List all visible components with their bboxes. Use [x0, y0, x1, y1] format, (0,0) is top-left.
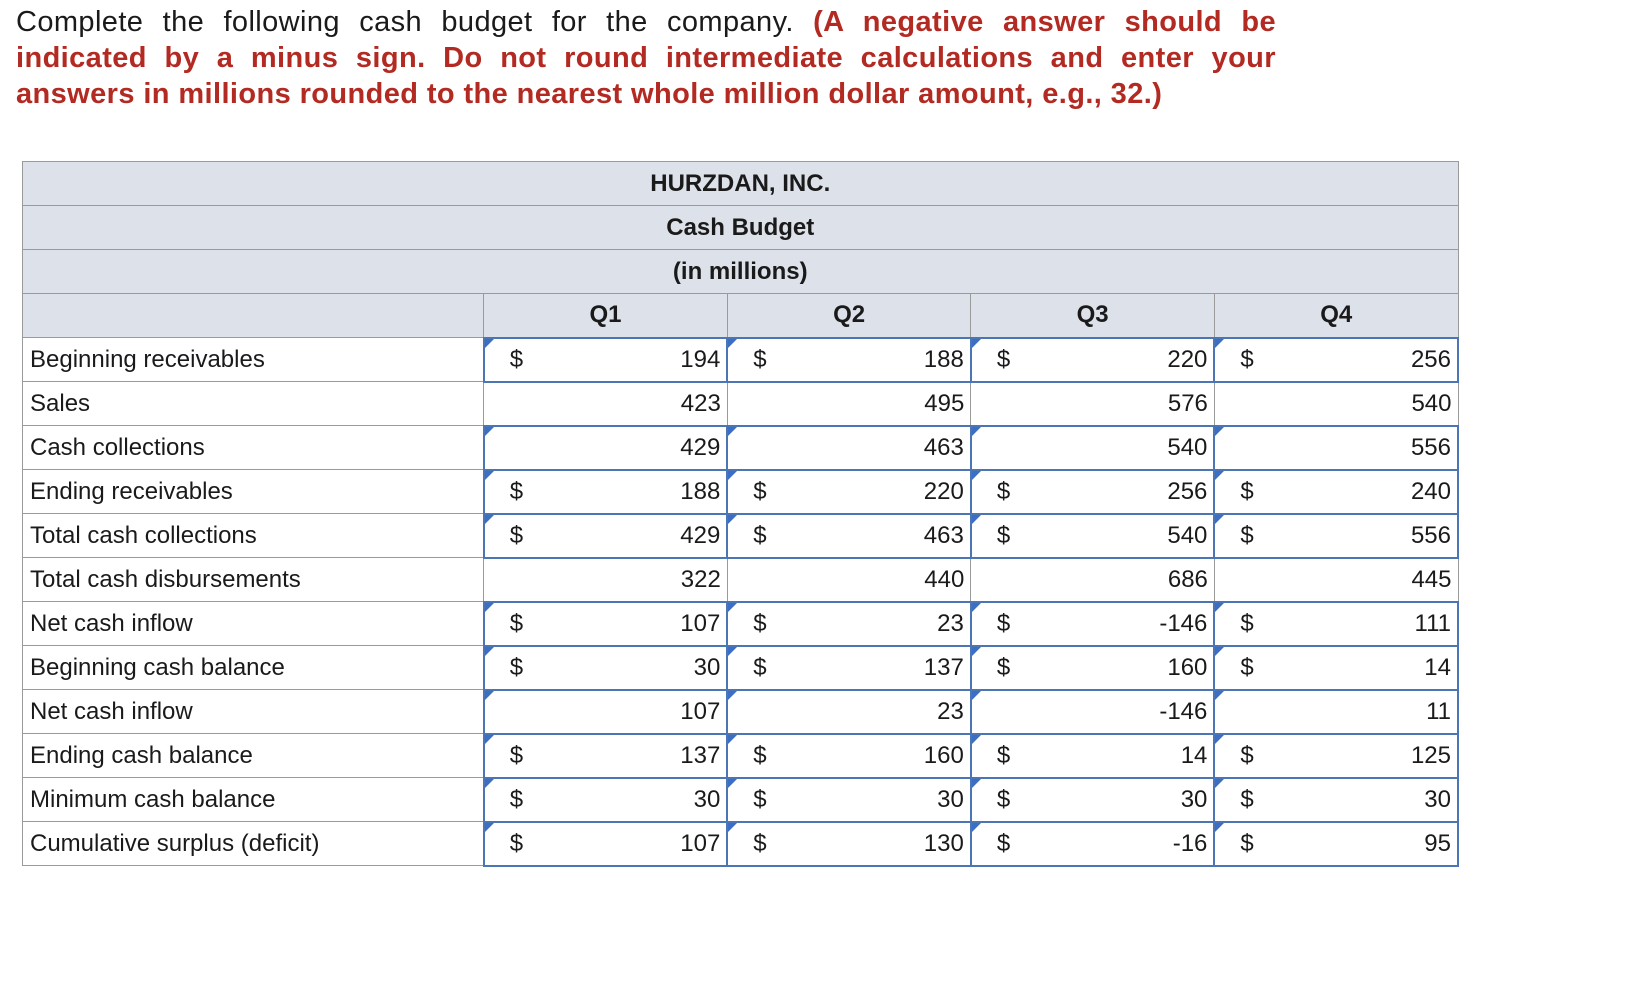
value-cell — [727, 558, 971, 602]
value-cell — [971, 558, 1215, 602]
cell-value: 220 — [1167, 345, 1208, 373]
table-units: (in millions) — [23, 250, 1459, 294]
dollar-sign: $ — [996, 609, 1011, 637]
cell-value: 11 — [1426, 697, 1451, 725]
value-cell — [484, 558, 728, 602]
instructions-text: Complete the following cash budget for the company. — [16, 6, 794, 38]
answer-input-cell[interactable] — [971, 426, 1215, 470]
cell-value: -146 — [1159, 697, 1208, 725]
answer-input-cell[interactable] — [1214, 602, 1458, 646]
cell-value: 107 — [680, 829, 721, 857]
cell-value: 30 — [693, 785, 721, 813]
dollar-sign: $ — [753, 653, 767, 681]
dollar-sign: $ — [996, 521, 1011, 549]
cell-value: 423 — [680, 389, 721, 417]
cell-value: 107 — [680, 697, 721, 725]
dollar-sign: $ — [753, 609, 767, 637]
answer-input-cell[interactable] — [1214, 822, 1458, 866]
cell-value: 576 — [1167, 389, 1208, 417]
answer-input-cell[interactable] — [971, 338, 1215, 382]
dollar-sign: $ — [509, 653, 524, 681]
answer-input-cell[interactable] — [727, 646, 971, 690]
answer-input-cell[interactable] — [484, 338, 728, 382]
cell-value: 429 — [680, 521, 721, 549]
table-row — [23, 470, 1459, 514]
row-label: Total cash collections — [23, 514, 484, 558]
row-label: Ending receivables — [23, 470, 484, 514]
cell-value: 130 — [923, 829, 964, 857]
dollar-sign: $ — [996, 345, 1011, 373]
dollar-sign: $ — [753, 829, 767, 857]
table-row — [23, 646, 1459, 690]
cell-value: 240 — [1410, 477, 1451, 505]
answer-input-cell[interactable] — [727, 778, 971, 822]
dollar-sign: $ — [753, 477, 767, 505]
table-row — [23, 514, 1459, 558]
table-row — [23, 338, 1459, 382]
answer-input-cell[interactable] — [971, 778, 1215, 822]
cell-value: 23 — [937, 697, 964, 725]
cash-budget-table — [22, 161, 1459, 867]
answer-input-cell[interactable] — [727, 426, 971, 470]
dollar-sign: $ — [1240, 653, 1254, 681]
answer-input-cell[interactable] — [1214, 426, 1458, 470]
dollar-sign: $ — [1240, 477, 1254, 505]
cell-value: 107 — [680, 609, 721, 637]
answer-input-cell[interactable] — [727, 338, 971, 382]
answer-input-cell[interactable] — [727, 734, 971, 778]
dollar-sign: $ — [509, 521, 524, 549]
answer-input-cell[interactable] — [971, 822, 1215, 866]
cell-value: 540 — [1167, 521, 1208, 549]
cell-value: 495 — [924, 389, 965, 417]
cell-value: 322 — [680, 565, 721, 593]
value-cell — [971, 382, 1215, 426]
dollar-sign: $ — [1240, 345, 1254, 373]
answer-input-cell[interactable] — [484, 470, 728, 514]
dollar-sign: $ — [1240, 785, 1254, 813]
row-label: Beginning receivables — [23, 338, 484, 382]
quarter-header-q2: Q2 — [727, 294, 971, 338]
cell-value: 194 — [680, 345, 721, 373]
cell-value: 23 — [937, 609, 964, 637]
dollar-sign: $ — [753, 521, 767, 549]
cell-value: 160 — [923, 741, 964, 769]
dollar-sign: $ — [996, 785, 1011, 813]
answer-input-cell[interactable] — [484, 646, 728, 690]
dollar-sign: $ — [1240, 829, 1254, 857]
dollar-sign: $ — [509, 785, 524, 813]
answer-input-cell[interactable] — [971, 470, 1215, 514]
header-company-row — [23, 162, 1459, 206]
answer-input-cell[interactable] — [971, 602, 1215, 646]
cell-value: 540 — [1411, 389, 1452, 417]
cell-value: 256 — [1410, 345, 1451, 373]
table-title: Cash Budget — [23, 206, 1459, 250]
row-label: Beginning cash balance — [23, 646, 484, 690]
header-units-row — [23, 250, 1459, 294]
dollar-sign: $ — [996, 653, 1011, 681]
answer-input-cell[interactable] — [727, 514, 971, 558]
value-cell — [727, 382, 971, 426]
row-label: Net cash inflow — [23, 690, 484, 734]
row-label: Total cash disbursements — [23, 558, 484, 602]
dollar-sign: $ — [1240, 521, 1254, 549]
answer-input-cell[interactable] — [727, 602, 971, 646]
answer-input-cell[interactable] — [484, 734, 728, 778]
answer-input-cell[interactable] — [1214, 646, 1458, 690]
cell-value: 30 — [1180, 785, 1208, 813]
table-row — [23, 778, 1459, 822]
cell-value: 256 — [1167, 477, 1208, 505]
dollar-sign: $ — [1240, 609, 1254, 637]
quarter-header-q3: Q3 — [971, 294, 1215, 338]
cell-value: 556 — [1410, 521, 1451, 549]
header-title-row — [23, 206, 1459, 250]
answer-input-cell[interactable] — [1214, 338, 1458, 382]
dollar-sign: $ — [509, 609, 524, 637]
dollar-sign: $ — [509, 829, 524, 857]
cell-value: 137 — [923, 653, 964, 681]
cell-value: 30 — [937, 785, 964, 813]
company-name: HURZDAN, INC. — [23, 162, 1459, 206]
cell-value: 440 — [924, 565, 965, 593]
answer-input-cell[interactable] — [484, 822, 728, 866]
cell-value: 686 — [1167, 565, 1208, 593]
quarter-header-q1: Q1 — [484, 294, 728, 338]
cell-value: 137 — [680, 741, 721, 769]
cell-value: 160 — [1167, 653, 1208, 681]
cell-value: 14 — [1424, 653, 1451, 681]
table-row — [23, 690, 1459, 734]
row-label: Net cash inflow — [23, 602, 484, 646]
cell-value: 556 — [1410, 433, 1451, 461]
quarter-header-q4: Q4 — [1214, 294, 1458, 338]
answer-input-cell[interactable] — [484, 602, 728, 646]
cell-value: 111 — [1414, 609, 1451, 637]
row-label: Ending cash balance — [23, 734, 484, 778]
row-label: Sales — [23, 382, 484, 426]
value-cell — [484, 382, 728, 426]
dollar-sign: $ — [509, 741, 524, 769]
dollar-sign: $ — [753, 785, 767, 813]
cell-value: 30 — [693, 653, 721, 681]
dollar-sign: $ — [753, 741, 767, 769]
cell-value: 445 — [1411, 565, 1452, 593]
answer-input-cell[interactable] — [727, 470, 971, 514]
table-row — [23, 602, 1459, 646]
cell-value: 429 — [680, 433, 721, 461]
cell-value: 463 — [923, 521, 964, 549]
value-cell — [1214, 382, 1458, 426]
answer-input-cell[interactable] — [484, 514, 728, 558]
dollar-sign: $ — [996, 829, 1011, 857]
table-row — [23, 426, 1459, 470]
answer-input-cell[interactable] — [1214, 734, 1458, 778]
answer-input-cell[interactable] — [1214, 470, 1458, 514]
answer-input-cell[interactable] — [1214, 514, 1458, 558]
cell-value: 220 — [923, 477, 964, 505]
blank-header-cell — [23, 294, 484, 338]
row-label: Cumulative surplus (deficit) — [23, 822, 484, 866]
answer-input-cell[interactable] — [727, 690, 971, 734]
table-row — [23, 734, 1459, 778]
answer-input-cell[interactable] — [971, 690, 1215, 734]
cell-value: 188 — [680, 477, 721, 505]
answer-input-cell[interactable] — [484, 778, 728, 822]
dollar-sign: $ — [1240, 741, 1254, 769]
answer-input-cell[interactable] — [971, 734, 1215, 778]
cell-value: -146 — [1159, 609, 1208, 637]
cell-value: 14 — [1180, 741, 1208, 769]
answer-input-cell[interactable] — [484, 690, 728, 734]
table-row — [23, 822, 1459, 866]
table-row — [23, 558, 1459, 602]
instructions — [16, 4, 1276, 112]
dollar-sign: $ — [996, 477, 1011, 505]
cell-value: -16 — [1172, 829, 1208, 857]
quarter-header-row — [23, 294, 1459, 338]
cell-value: 463 — [923, 433, 964, 461]
answer-input-cell[interactable] — [727, 822, 971, 866]
row-label: Minimum cash balance — [23, 778, 484, 822]
answer-input-cell[interactable] — [1214, 778, 1458, 822]
dollar-sign: $ — [509, 345, 524, 373]
answer-input-cell[interactable] — [971, 514, 1215, 558]
cell-value: 30 — [1424, 785, 1451, 813]
answer-input-cell[interactable] — [484, 426, 728, 470]
answer-input-cell[interactable] — [971, 646, 1215, 690]
dollar-sign: $ — [996, 741, 1011, 769]
dollar-sign: $ — [753, 345, 767, 373]
cell-value: 188 — [923, 345, 964, 373]
cell-value: 95 — [1424, 829, 1451, 857]
table-row — [23, 382, 1459, 426]
cell-value: 540 — [1167, 433, 1208, 461]
cell-value: 125 — [1410, 741, 1451, 769]
instructions-emphasis: (A negative answer should be indicated by a minus sign. Do not round intermediate calculations and enter your answers in millions rounded to the nearest whole million dollar amount, e.g., 32.) — [16, 6, 1277, 110]
answer-input-cell[interactable] — [1214, 690, 1458, 734]
row-label: Cash collections — [23, 426, 484, 470]
value-cell — [1214, 558, 1458, 602]
dollar-sign: $ — [509, 477, 524, 505]
